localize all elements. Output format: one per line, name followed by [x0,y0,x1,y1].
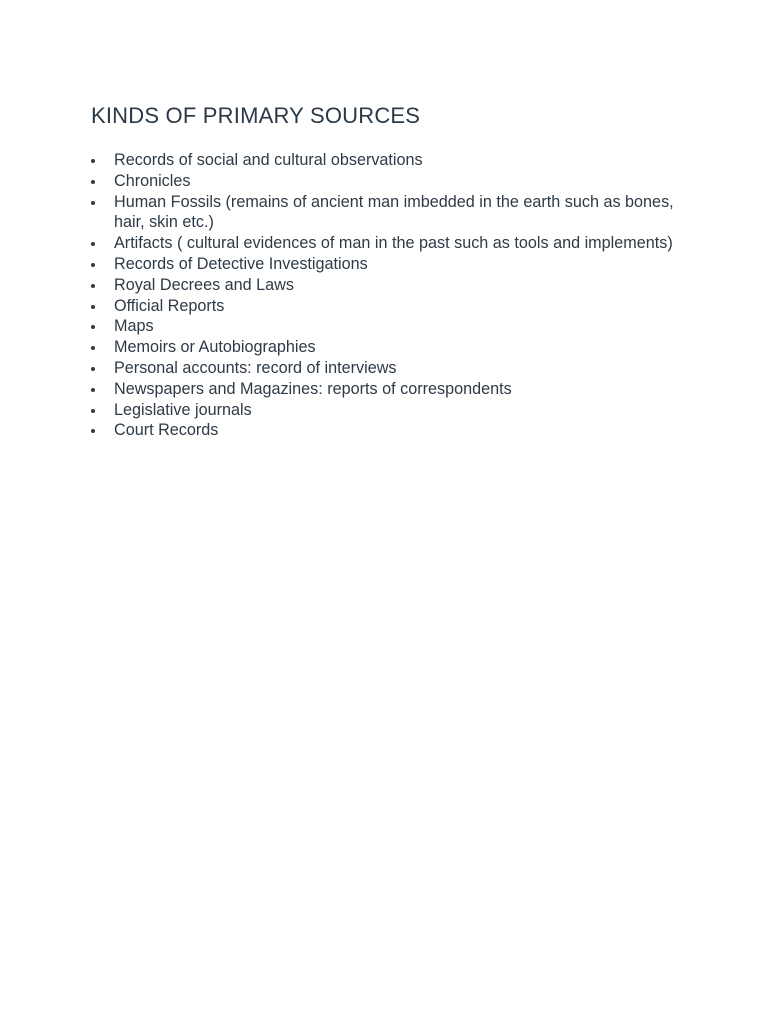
list-item [91,358,681,379]
bullet-icon [91,201,95,205]
list-item [91,296,681,317]
bullet-icon [91,263,95,267]
list-item-text: Royal Decrees and Laws [114,275,294,294]
list-item-text: Chronicles [114,171,191,190]
list-item-text: Legislative journals [114,400,252,419]
list-item-text: Records of social and cultural observations [114,151,423,169]
list-item-text: Newspapers and Magazines: reports of correspondents [114,379,512,398]
list-item [91,150,681,171]
page-title: KINDS OF PRIMARY SOURCES [91,103,421,128]
list-item-text: Artifacts ( cultural evidences of man in the past such as tools and implements) [114,234,673,253]
bullet-icon [91,409,95,413]
list-item [91,316,681,337]
bullet-icon [91,325,95,329]
list-item-text: Human Fossils (remains of ancient man imbedded in the earth such as bones, hair, skin etc.) [114,192,674,232]
list-item-text: Official Reports [114,296,225,315]
list-item-text: Memoirs or Autobiographies [114,338,316,357]
list-item-text: Maps [114,317,154,336]
list-item-text: Personal accounts: record of interviews [114,358,397,377]
list-item [91,275,681,296]
list-item [91,254,681,275]
list-item [91,337,681,358]
bullet-icon [91,242,95,246]
list-item [91,192,681,234]
list-item [91,233,681,254]
primary-sources-list [91,150,681,441]
list-item [91,379,681,400]
bullet-icon [91,305,95,309]
list-item [91,171,681,192]
list-item [91,400,681,421]
bullet-icon [91,284,95,288]
list-item [91,420,681,441]
bullet-icon [91,346,95,350]
bullet-icon [91,388,95,392]
list-item-text: Records of Detective Investigations [114,254,368,273]
list-item-text: Court Records [114,421,219,440]
bullet-icon [91,159,95,163]
bullet-icon [91,367,95,371]
bullet-icon [91,180,95,184]
bullet-icon [91,429,95,433]
